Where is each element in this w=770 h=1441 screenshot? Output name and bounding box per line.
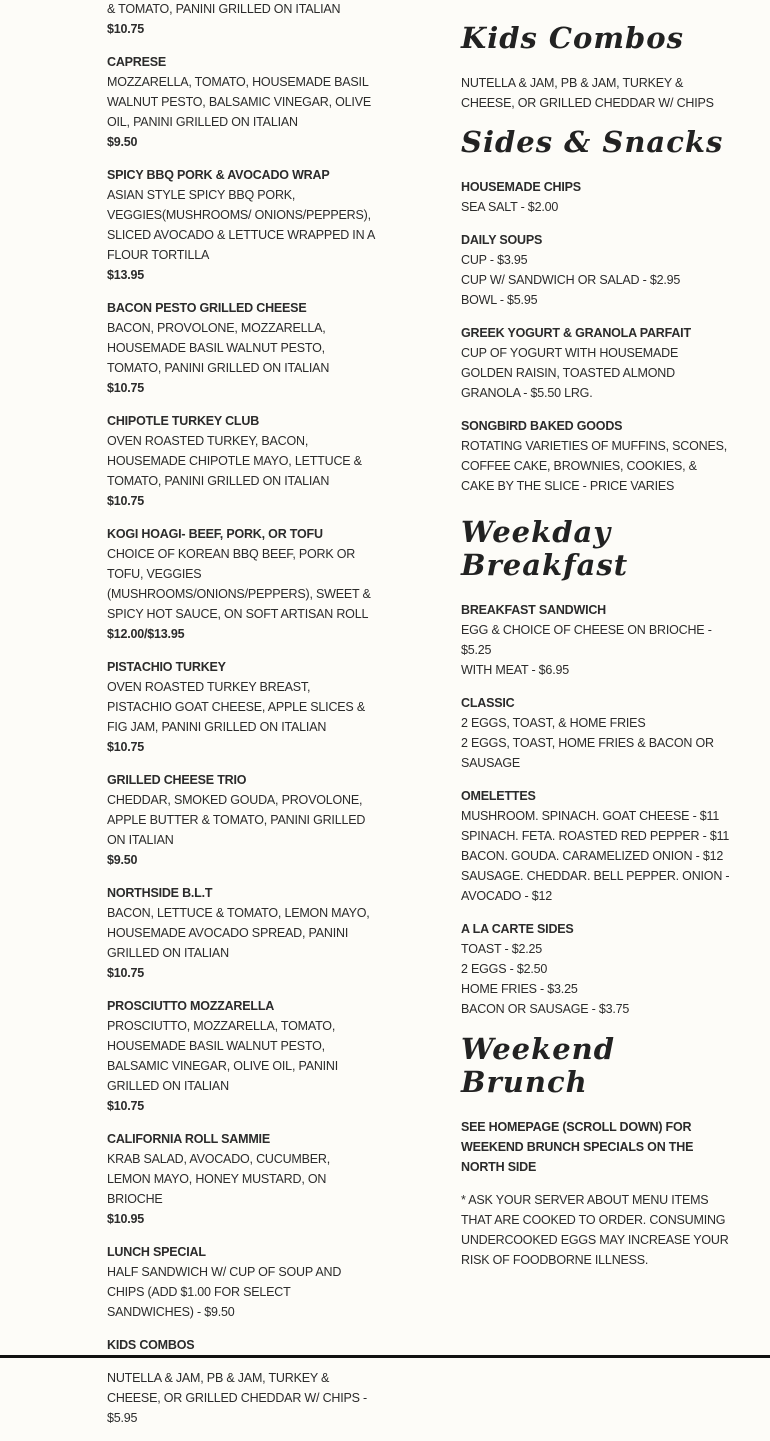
menu-item-description-line: EGG & CHOICE OF CHEESE ON BRIOCHE - $5.25 [461, 623, 712, 657]
menu-item-description-line: MUSHROOM. SPINACH. GOAT CHEESE - $11 [461, 809, 720, 823]
sandwich-menu-item [107, 1335, 375, 1355]
menu-item-description [461, 73, 731, 113]
menu-item-price: $9.50 [107, 853, 138, 867]
menu-item-description-line: CUP OF YOGURT WITH HOUSEMADE GOLDEN RAISIN, TOASTED ALMOND GRANOLA - $5.50 LRG. [461, 346, 679, 400]
menu-item-description [461, 713, 731, 773]
menu-item-description-line: PROSCIUTTO, MOZZARELLA, TOMATO, HOUSEMADE BASIL WALNUT PESTO, BALSAMIC VINEGAR, OLIVE OIL, PANINI GRILLED ON ITALIAN [107, 1019, 339, 1093]
sandwich-menu-item [107, 0, 375, 39]
sandwich-menu-item [107, 996, 375, 1116]
section-menu-item [461, 1117, 731, 1177]
section-menu-item [461, 919, 731, 1019]
menu-item-name: OMELETTES [461, 789, 536, 803]
sandwich-menu-item [107, 883, 375, 983]
menu-item-price: $9.50 [107, 135, 138, 149]
section-menu-item [461, 1190, 731, 1270]
section-menu-item [461, 230, 731, 310]
section-menu-item [461, 73, 731, 113]
section-menu-item [461, 693, 731, 773]
menu-item-description [461, 806, 731, 906]
menu-item-price: $10.75 [107, 381, 145, 395]
menu-item-description-line: OVEN ROASTED TURKEY BREAST, PISTACHIO GOAT CHEESE, APPLE SLICES & FIG JAM, PANINI GRILLED ON ITALIAN [107, 680, 365, 734]
menu-item-description [107, 544, 375, 624]
menu-item-description-line: 2 EGGS, TOAST, HOME FRIES & BACON OR SAUSAGE [461, 736, 714, 770]
menu-item-description [107, 1016, 375, 1096]
menu-item-description [461, 620, 731, 680]
menu-item-description [107, 903, 375, 963]
menu-item-description [461, 197, 731, 217]
menu-item-description-line: ROTATING VARIETIES OF MUFFINS, SCONES, COFFEE CAKE, BROWNIES, COOKIES, & CAKE BY THE SLICE - PRICE VARIES [461, 439, 728, 493]
menu-item-name: CHIPOTLE TURKEY CLUB [107, 414, 260, 428]
section-heading: Kids Combos [461, 21, 684, 55]
menu-item-name: KIDS COMBOS [107, 1338, 195, 1352]
menu-item-name: NORTHSIDE B.L.T [107, 886, 213, 900]
menu-item-name: BACON PESTO GRILLED CHEESE [107, 301, 307, 315]
menu-item-description-line: HOME FRIES - $3.25 [461, 982, 578, 996]
menu-item-name: A LA CARTE SIDES [461, 922, 574, 936]
section-menu-item [461, 416, 731, 496]
section-menu-item [461, 600, 731, 680]
menu-item-name: SONGBIRD BAKED GOODS [461, 419, 623, 433]
menu-item-description [107, 1262, 375, 1322]
menu-item-price: $10.75 [107, 22, 145, 36]
menu-item-name: BREAKFAST SANDWICH [461, 603, 607, 617]
menu-item-description-line: 2 EGGS, TOAST, & HOME FRIES [461, 716, 646, 730]
menu-item-description [107, 185, 375, 265]
menu-item-description [107, 431, 375, 491]
sandwich-menu-item [107, 165, 375, 285]
menu-item-description [107, 0, 375, 19]
menu-item-description-line: CHEDDAR, SMOKED GOUDA, PROVOLONE, APPLE BUTTER & TOMATO, PANINI GRILLED ON ITALIAN [107, 793, 366, 847]
sandwich-menu-item [107, 1368, 375, 1428]
menu-item-name: CALIFORNIA ROLL SAMMIE [107, 1132, 270, 1146]
menu-item-name: CAPRESE [107, 55, 167, 69]
menu-item-price: $13.95 [107, 268, 145, 282]
menu-item-name: KOGI HOAGI- BEEF, PORK, OR TOFU [107, 527, 323, 541]
menu-item-description-line: * ASK YOUR SERVER ABOUT MENU ITEMS THAT ARE COOKED TO ORDER. CONSUMING UNDERCOOKED EGGS MAY INCREASE YOUR RISK OF FOODBORNE ILLNESS. [461, 1193, 729, 1267]
menu-item-price: $10.75 [107, 1099, 145, 1113]
menu-item-price: $10.75 [107, 740, 145, 754]
menu-item-price: $10.75 [107, 966, 145, 980]
menu-item-name: GREEK YOGURT & GRANOLA PARFAIT [461, 326, 691, 340]
menu-item-description-line: NUTELLA & JAM, PB & JAM, TURKEY & CHEESE, OR GRILLED CHEDDAR W/ CHIPS [461, 76, 714, 110]
sandwich-menu-item [107, 52, 375, 152]
sandwich-menu-item [107, 657, 375, 757]
menu-item-description-line: TOAST - $2.25 [461, 942, 543, 956]
section-heading: Weekday Breakfast [461, 515, 629, 582]
menu-item-name: PROSCIUTTO MOZZARELLA [107, 999, 275, 1013]
section-heading: Sides & Snacks [461, 125, 724, 159]
menu-item-description-line: CUP W/ SANDWICH OR SALAD - $2.95 [461, 273, 681, 287]
menu-item-description-line: CUP - $3.95 [461, 253, 528, 267]
sandwich-menu-item [107, 770, 375, 870]
section-menu-item [461, 177, 731, 217]
menu-item-description-line: NUTELLA & JAM, PB & JAM, TURKEY & CHEESE, OR GRILLED CHEDDAR W/ CHIPS - $5.95 [107, 1371, 368, 1425]
menu-item-price: $10.75 [107, 494, 145, 508]
menu-item-description [461, 939, 731, 1019]
menu-item-description-line: BACON OR SAUSAGE - $3.75 [461, 1002, 630, 1016]
menu-item-description-line: BACON. GOUDA. CARAMELIZED ONION - $12 [461, 849, 724, 863]
menu-item-description-line: & TOMATO, PANINI GRILLED ON ITALIAN [107, 2, 341, 16]
menu-item-description-line: CHOICE OF KOREAN BBQ BEEF, PORK OR TOFU, VEGGIES (MUSHROOMS/ONIONS/PEPPERS), SWEET & SPICY HOT SAUCE, ON SOFT ARTISAN ROLL [107, 547, 371, 621]
menu-item-name: HOUSEMADE CHIPS [461, 180, 581, 194]
menu-item-description-line: ASIAN STYLE SPICY BBQ PORK, VEGGIES(MUSHROOMS/ ONIONS/PEPPERS), SLICED AVOCADO & LETTUCE WRAPPED IN A FLOUR TORTILLA [107, 188, 375, 262]
menu-item-description-line: SAUSAGE. CHEDDAR. BELL PEPPER. ONION - AVOCADO - $12 [461, 869, 730, 903]
menu-item-name: SPICY BBQ PORK & AVOCADO WRAP [107, 168, 330, 182]
sandwich-menu-item [107, 298, 375, 398]
menu-item-description-line: MOZZARELLA, TOMATO, HOUSEMADE BASIL WALNUT PESTO, BALSAMIC VINEGAR, OLIVE OIL, PANINI GRILLED ON ITALIAN [107, 75, 371, 129]
menu-item-description [107, 790, 375, 850]
menu-item-name: GRILLED CHEESE TRIO [107, 773, 247, 787]
menu-item-description-line: KRAB SALAD, AVOCADO, CUCUMBER, LEMON MAYO, HONEY MUSTARD, ON BRIOCHE [107, 1152, 330, 1206]
menu-item-description-line: HALF SANDWICH W/ CUP OF SOUP AND CHIPS (ADD $1.00 FOR SELECT SANDWICHES) - $9.50 [107, 1265, 342, 1319]
menu-item-description [107, 1368, 375, 1428]
menu-item-description [107, 72, 375, 132]
sandwich-menu-item [107, 524, 375, 644]
menu-item-description-line: SEA SALT - $2.00 [461, 200, 559, 214]
menu-item-price: $10.95 [107, 1212, 145, 1226]
menu-item-description-line: BOWL - $5.95 [461, 293, 538, 307]
menu-item-description-line: BACON, LETTUCE & TOMATO, LEMON MAYO, HOUSEMADE AVOCADO SPREAD, PANINI GRILLED ON ITALIAN [107, 906, 370, 960]
menu-item-description-line: 2 EGGS - $2.50 [461, 962, 548, 976]
menu-item-name: SEE HOMEPAGE (SCROLL DOWN) FOR WEEKEND BRUNCH SPECIALS ON THE NORTH SIDE [461, 1120, 694, 1174]
menu-item-name: CLASSIC [461, 696, 515, 710]
menu-item-description [461, 1190, 731, 1270]
section-menu-item [461, 323, 731, 403]
section-heading: Weekend Brunch [461, 1032, 616, 1099]
menu-item-name: LUNCH SPECIAL [107, 1245, 206, 1259]
menu-item-description [461, 250, 731, 310]
menu-item-name: PISTACHIO TURKEY [107, 660, 226, 674]
menu-item-description-line: WITH MEAT - $6.95 [461, 663, 569, 677]
menu-item-description [107, 677, 375, 737]
menu-item-description-line: OVEN ROASTED TURKEY, BACON, HOUSEMADE CHIPOTLE MAYO, LETTUCE & TOMATO, PANINI GRILLED ON ITALIAN [107, 434, 362, 488]
menu-item-description [461, 436, 731, 496]
menu-item-name: DAILY SOUPS [461, 233, 543, 247]
menu-item-price: $12.00/$13.95 [107, 627, 185, 641]
menu-item-description-line: SPINACH. FETA. ROASTED RED PEPPER - $11 [461, 829, 730, 843]
menu-item-description [461, 343, 731, 403]
menu-item-description-line: BACON, PROVOLONE, MOZZARELLA, HOUSEMADE BASIL WALNUT PESTO, TOMATO, PANINI GRILLED ON ITALIAN [107, 321, 330, 375]
menu-item-description [107, 1149, 375, 1209]
left-menu-column [107, 0, 375, 1441]
sandwich-menu-item [107, 411, 375, 511]
sandwich-menu-item [107, 1242, 375, 1322]
sandwich-menu-item [107, 1129, 375, 1229]
menu-item-description [107, 318, 375, 378]
section-menu-item [461, 786, 731, 906]
right-menu-column [461, 22, 731, 1283]
